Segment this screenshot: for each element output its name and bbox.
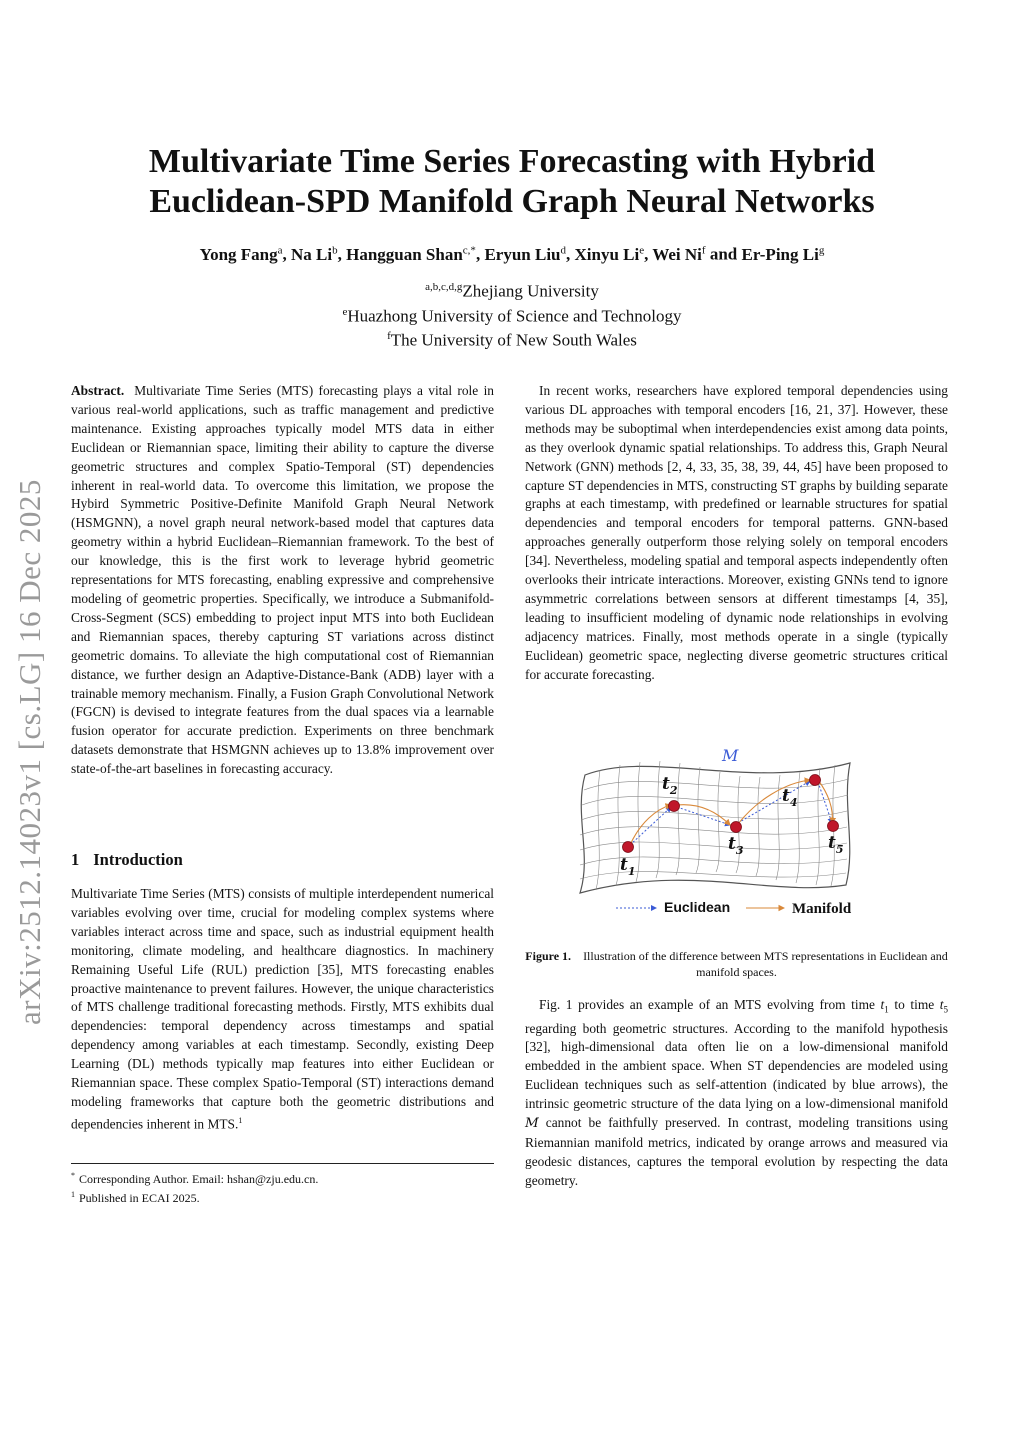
author: Xinyu Li$^e$ bbox=[574, 244, 645, 264]
caption-text: Illustration of the difference between MTS representations in Euclidean and manifold spaces. bbox=[583, 949, 948, 979]
point-t5 bbox=[828, 821, 839, 832]
author: Hangguan Shan$^{c,*}$ bbox=[346, 244, 476, 264]
legend-manifold-label: Manifold bbox=[792, 901, 852, 917]
point-t2 bbox=[669, 801, 680, 812]
paper-title bbox=[0, 142, 1024, 222]
title-line-1: Multivariate Time Series Forecasting with Hybrid bbox=[148, 143, 876, 180]
point-t3 bbox=[731, 822, 742, 833]
author: Wei Ni$^f$ bbox=[652, 244, 706, 264]
author: Na Li$^b$ bbox=[291, 244, 338, 264]
author: Er-Ping Li$^g$ bbox=[741, 244, 825, 264]
figure-label: Figure 1. bbox=[525, 949, 572, 963]
figure-1-caption bbox=[525, 948, 948, 980]
author: Eryun Liu$^d$ bbox=[484, 244, 566, 264]
section-heading-introduction: 1 Introduction bbox=[71, 850, 183, 869]
manifold-label: M bbox=[722, 746, 739, 765]
title-line-2: Euclidean-SPD Manifold Graph Neural Networks bbox=[149, 183, 875, 220]
figure-1-illustration bbox=[570, 745, 870, 925]
arxiv-identifier: arXiv:2512.14023v1 [cs.LG] 16 Dec 2025 bbox=[12, 479, 47, 1025]
affiliation: $^{a,b,c,d,g}$Zhejiang University bbox=[425, 281, 599, 301]
affiliation: $^e$Huazhong University of Science and Technology bbox=[342, 305, 682, 326]
intro-paragraph-1: Multivariate Time Series (MTS) consists of multiple interdependent numerical variables evolving over time, crucial for modeling complex systems where variables interact across time and space, such as industrial equipment health monitoring, climate modeling, and healthcare diagnostics. In machinery Remaining Useful Life (RUL) prediction [35], MTS forecasting enables proactive maintenance to prevent failures. However, the unique characteristics of MTS challenge traditional forecasting methods. Firstly, MTS exhibits dual dependencies: temporal dependency across timestamps and spatial dependency among variables at each timestamp. Secondly, existing Deep Learning (DL) methods typically map features into either Euclidean or Riemannian space. These complex Spatio-Temporal (ST) interactions demand modeling frameworks that capture both the geometric distributions and dependencies inherent in MTS.$^1$ bbox=[71, 886, 494, 1132]
affiliation: $^f$The University of New South Wales bbox=[387, 330, 637, 350]
label-t1: $t_1$ bbox=[620, 855, 636, 878]
footnote-rule bbox=[71, 1163, 494, 1164]
intro-paragraph-2: In recent works, researchers have explored temporal dependencies using various DL approaches with temporal encoders [16, 21, 37]. However, these methods may be suboptimal when interdependencies exist among data points, as they overlook dynamic spatial relationships. To address this, Graph Neural Network (GNN) methods [2, 4, 33, 35, 38, 39, 44, 45] have been proposed to capture ST dependencies in MTS, constructing ST graphs by building separate graphs at each timestamp, with predefined or learnable structures for spatial dependencies and temporal encoders for temporal patterns. GNN-based approaches generally outperform those relying solely on temporal encoders [34]. Nevertheless, modeling spatial and temporal aspects independently often overlooks their intricate interactions. Moreover, existing GNNs tend to ignore asymmetric correlations between sensors at different timestamps [4, 35], leading to insufficient modeling of dynamic node relationships in evolving adjacency matrices. Finally, most methods operate in a single (typically Euclidean) geometric space, neglecting diverse geometric structures critical for accurate forecasting. bbox=[525, 383, 948, 682]
label-t5: $t_5$ bbox=[828, 833, 844, 856]
abstract-text: Multivariate Time Series (MTS) forecasting plays a vital role in various real-world applications, such as traffic management and predictive maintenance. Existing approaches typically model MTS data in either Euclidean or Riemannian space, limiting their ability to capture the diverse geometric structures and complex Spatio-Temporal (ST) dependencies inherent in real-world data. To overcome this limitation, we propose the Hybird Symmetric Positive-Definite Manifold Graph Neural Network (HSMGNN), a novel graph neural network-based model that captures data geometry within a hybrid Euclidean–Riemannian framework. To the best of our knowledge, this is the first work to leverage hybrid geometric representations for MTS forecasting, enabling expressive and comprehensive modeling of geometric properties. Specifically, we introduce a Submanifold-Cross-Segment (SCS) embedding to project input MTS into both Euclidean and Riemannian spaces, thereby capturing ST variations across distinct geometric domains. To alleviate the high computational cost of Riemannian distance, we further design an Adaptive-Distance-Bank (ADB) layer with a trainable memory mechanism. Finally, a Fusion Graph Convolutional Network (FGCN) is devised to integrate features from the dual spaces via a learnable fusion operator for accurate prediction. Experiments on three benchmark datasets demonstrate that HSMGNN achieves up to 13.8% improvement over state-of-the-art baselines in forecasting accuracy. bbox=[71, 383, 494, 777]
author-list: Yong Fang$^a$, Na Li$^b$, Hangguan Shan$^{c,*}$, Eryun Liu$^d$, Xinyu Li$^e$, Wei Ni$^f$ and Er-Ping Li$^g$ bbox=[199, 244, 825, 264]
abstract bbox=[71, 382, 494, 779]
footnotes bbox=[71, 1168, 318, 1206]
manifold-symbol: M bbox=[525, 1116, 539, 1132]
footnote: * Corresponding Author. Email: hshan@zju.edu.cn. bbox=[71, 1171, 319, 1186]
affiliation-list bbox=[0, 277, 1024, 351]
legend-euclidean-label: Euclidean bbox=[664, 899, 731, 915]
abstract-label: Abstract. bbox=[71, 383, 125, 398]
label-t3: $t_3$ bbox=[728, 834, 744, 857]
author: Yong Fang$^a$ bbox=[199, 244, 283, 264]
footnote-marker: 1 bbox=[238, 1115, 243, 1125]
label-t2: $t_2$ bbox=[662, 774, 678, 797]
point-t1 bbox=[623, 842, 634, 853]
footnote: $^1$ Published in ECAI 2025. bbox=[71, 1190, 200, 1205]
point-t4 bbox=[810, 775, 821, 786]
label-t4: $t_4$ bbox=[782, 786, 798, 809]
intro-paragraph-3: Fig. 1 provides an example of an MTS evolving from time $t_1$ to time $t_5$ regarding both geometric structures. According to the manifold hypothesis [32], high-dimensional data often lie on a low-dimensional manifold embedded in the ambient space. When ST dependencies are modeled using Euclidean techniques such as self-attention (indicated by blue arrows), the intrinsic geometric structure of the data lying on a low-dimensional manifold M cannot be faithfully preserved. In contrast, modeling transitions using Riemannian manifold metrics, indicated by orange arrows and measured via geodesic distances, captures the temporal evolution by respecting the data geometry. bbox=[525, 997, 949, 1188]
